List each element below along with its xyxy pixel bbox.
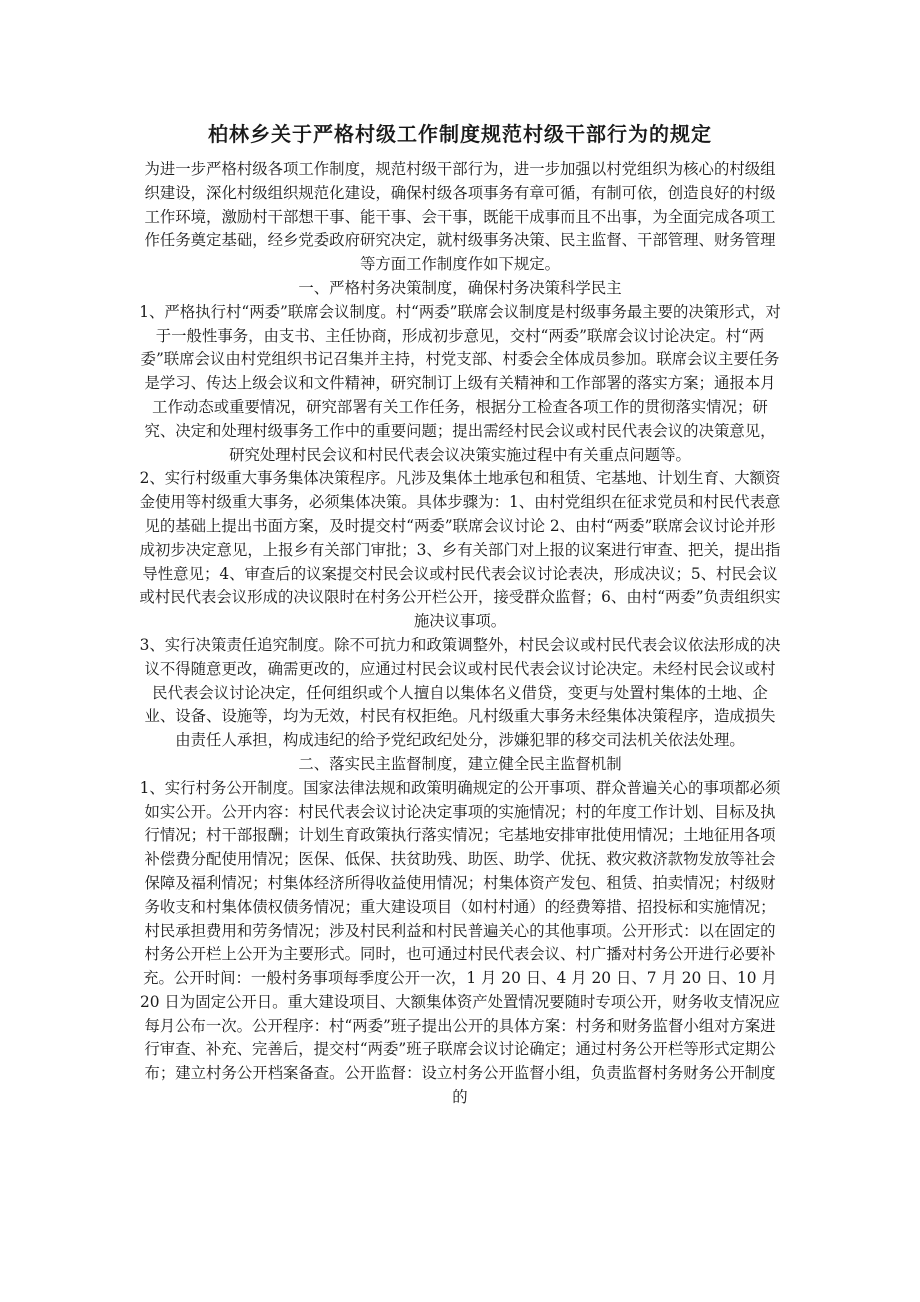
document-title: 柏林乡关于严格村级工作制度规范村级干部行为的规定 xyxy=(208,122,712,146)
intro-paragraph: 为进一步严格村级各项工作制度，规范村级干部行为，进一步加强以村党组织为核心的村级组织建设，深化村级组织规范化建设，确保村级各项事务有章可循，有制可依，创造良好的村级工作环境，激励村干部想干事、能干事、会干事，既能干成事而且不出事，为全面完成各项工作任务奠定基础，经乡党委政府研究决定，就村级事务决策、民主监督、干部管理、财务管理等方面工作制度作如下规定。 xyxy=(144,160,776,274)
paragraph-1-1: 1、严格执行村“两委”联席会议制度。村“两委”联席会议制度是村级事务最主要的决策形式，对于一般性事务，由支书、主任协商，形成初步意见，交村“两委”联席会议讨论决定。村“两委”联席会议由村党组织书记召集并主持，村党支部、村委会全体成员参加。联席会议主要任务是学习、传达上级会议和文件精神，研究制订上级有关精神和工作部署的落实方案；通报本月工作动态或重要情况，研究部署有关工作任务，根据分工检查各项工作的贯彻落实情况；研究、决定和处理村级事务工作中的重要问题；提出需经村民会议或村民代表会议的决策意见，研究处理村民会议和村民代表会议决策实施过程中有关重点问题等。 xyxy=(139,302,781,464)
section-heading-2: 二、落实民主监督制度，建立健全民主监督机制 xyxy=(298,754,622,773)
paragraph-1-3: 3、实行决策责任追究制度。除不可抗力和政策调整外，村民会议或村民代表会议依法形成的决议不得随意更改，确需更改的，应通过村民会议或村民代表会议讨论决定。未经村民会议或村民代表会议讨论决定，任何组织或个人擅自以集体名义借贷，变更与处置村集体的土地、企业、设备、设施等，均为无效，村民有权拒绝。凡村级重大事务未经集体决策程序，造成损失由责任人承担，构成违纪的给予党纪政纪处分，涉嫌犯罪的移交司法机关依法处理。 xyxy=(139,635,781,750)
section-heading-1: 一、严格村务决策制度，确保村务决策科学民主 xyxy=(298,278,622,297)
paragraph-1-2: 2、实行村级重大事务集体决策程序。凡涉及集体土地承包和租赁、宅基地、计划生育、大额资金使用等村级重大事务，必须集体决策。具体步骤为：1、由村党组织在征求党员和村民代表意见的基础上提出书面方案，及时提交村“两委”联席会议讨论 2、由村“两委”联席会议讨论并形成初步决定意见，上报乡有关部门审批；3、乡有关部门对上报的议案进行审查、把关，提出指导性意见；4、审查后的议案提交村民会议或村民代表会议讨论表决，形成决议；5、村民会议或村民代表会议形成的决议限时在村务公开栏公开，接受群众监督；6、由村“两委”负责组织实施决议事项。 xyxy=(139,469,781,631)
paragraph-2-1: 1、实行村务公开制度。国家法律法规和政策明确规定的公开事项、群众普遍关心的事项都必须如实公开。公开内容：村民代表会议讨论决定事项的实施情况；村的年度工作计划、目标及执行情况；村干部报酬；计划生育政策执行落实情况；宅基地安排审批使用情况；土地征用各项补偿费分配使用情况；医保、低保、扶贫助残、助医、助学、优抚、救灾救济款物发放等社会保障及福利情况；村集体经济所得收益使用情况；村集体资产发包、租赁、拍卖情况；村级财务收支和村集体债权债务情况；重大建设项目（如村村通）的经费筹措、招投标和实施情况；村民承担费用和劳务情况；涉及村民利益和村民普遍关心的其他事项。公开形式：以在固定的村务公开栏上公开为主要形式。同时，也可通过村民代表会议、村广播对村务公开进行必要补充。公开时间：一般村务事项每季度公开一次，1 月 20 日、4 月 20 日、7 月 20 日、10 月 20 日为固定公开日。重大建设项目、大额集体资产处置情况要随时专项公开，财务收支情况应每月公布一次。公开程序：村“两委”班子提出公开的具体方案：村务和财务监督小组对方案进行审查、补充、完善后，提交村“两委”班子联席会议讨论确定；通过村务公开栏等形式定期公布；建立村务公开档案备查。公开监督：设立村务公开监督小组，负责监督村务财务公开制度的 xyxy=(139,778,781,1107)
document-body xyxy=(138,158,782,1110)
